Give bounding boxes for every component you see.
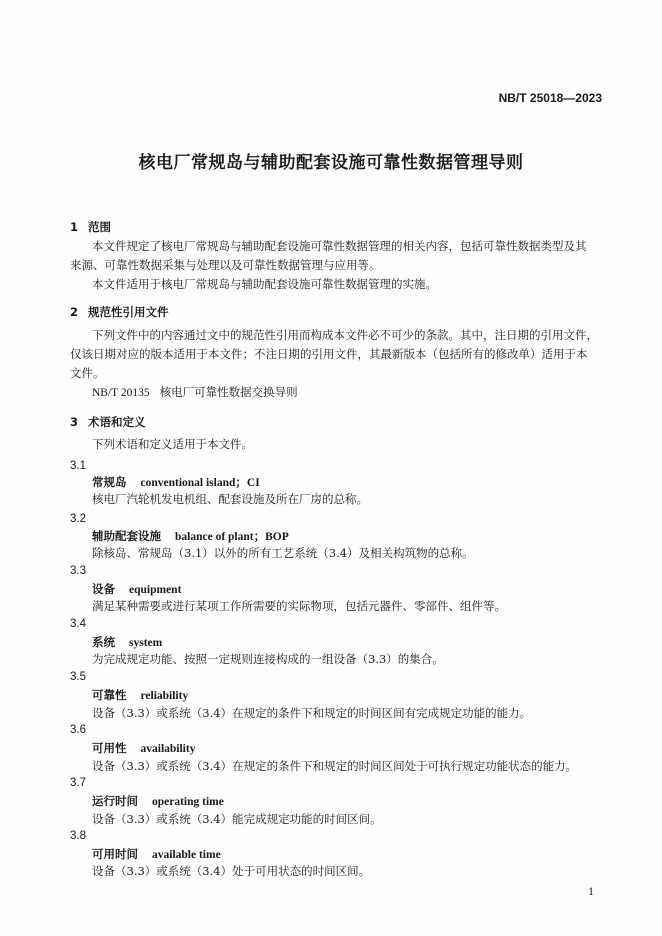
term-name-en: operating time — [152, 796, 224, 808]
reference-code: NB/T 20135 — [92, 387, 150, 399]
term-name-zh: 设备 — [92, 582, 115, 596]
section-heading-normative-references — [70, 304, 169, 320]
paragraph-line: 下列文件中的内容通过文中的规范性引用而构成本文件必不可少的条款。其中，注日期的引用文件， — [92, 328, 598, 342]
section-heading-scope — [70, 219, 111, 235]
term-number: 3.7 — [70, 777, 86, 789]
term-number: 3.2 — [70, 513, 86, 525]
term-definition: 设备（3.3）或系统（3.4）在规定的条件下和规定的时间区间有完成规定功能的能力。 — [92, 706, 532, 720]
term-name-en: conventional island；CI — [140, 477, 260, 489]
term-name-en: system — [129, 637, 163, 649]
term-name-zh: 系统 — [92, 635, 115, 649]
term-number: 3.4 — [70, 618, 86, 630]
term-number: 3.1 — [70, 460, 86, 472]
term-definition: 核电厂汽轮机发电机组、配套设施及所在厂房的总称。 — [92, 492, 368, 506]
term-name — [92, 687, 188, 703]
term-name-zh: 可用时间 — [92, 847, 138, 861]
section-number: 1 — [70, 220, 79, 234]
paragraph-line: 文件。 — [70, 366, 105, 380]
term-name-zh: 常规岛 — [92, 475, 127, 489]
term-name — [92, 581, 181, 597]
term-name-en: available time — [152, 849, 221, 861]
reference-entry — [92, 383, 298, 403]
term-definition: 设备（3.3）或系统（3.4）处于可用状态的时间区间。 — [92, 864, 371, 878]
term-name — [92, 793, 224, 809]
term-name — [92, 634, 162, 650]
term-name — [92, 740, 195, 756]
term-name-en: reliability — [140, 690, 189, 702]
term-number: 3.3 — [70, 565, 86, 577]
term-name — [92, 474, 260, 490]
term-number: 3.6 — [70, 724, 86, 736]
section-title: 范围 — [88, 220, 111, 234]
term-definition: 为完成规定功能、按照一定规则连接构成的一组设备（3.3）的集合。 — [92, 652, 444, 666]
reference-title: 核电厂可靠性数据交换导则 — [159, 385, 298, 399]
term-name-en: balance of plant；BOP — [175, 531, 289, 543]
term-name-en: availability — [140, 743, 196, 755]
term-name-zh: 可靠性 — [92, 688, 127, 702]
term-name-en: equipment — [129, 584, 182, 596]
standard-number: NB/T 25018—2023 — [498, 91, 602, 105]
term-definition: 除核岛、常规岛（3.1）以外的所有工艺系统（3.4）及相关构筑物的总称。 — [92, 546, 474, 560]
term-name-zh: 辅助配套设施 — [92, 529, 161, 543]
paragraph-line: 本文件规定了核电厂常规岛与辅助配套设施可靠性数据管理的相关内容，包括可靠性数据类型及其 — [92, 239, 587, 253]
term-name — [92, 528, 289, 544]
section-number: 2 — [70, 305, 79, 319]
page-number: 1 — [588, 884, 594, 898]
term-definition: 满足某种需要或进行某项工作所需要的实际物项，包括元器件、零部件、组件等。 — [92, 599, 506, 613]
term-name-zh: 运行时间 — [92, 794, 138, 808]
section-title: 术语和定义 — [88, 415, 146, 429]
term-definition: 设备（3.3）或系统（3.4）在规定的条件下和规定的时间区间处于可执行规定功能状态的能力。 — [92, 759, 578, 773]
term-definition: 设备（3.3）或系统（3.4）能完成规定功能的时间区间。 — [92, 812, 382, 826]
document-title: 核电厂常规岛与辅助配套设施可靠性数据管理导则 — [138, 153, 524, 173]
paragraph-line: 下列术语和定义适用于本文件。 — [92, 437, 253, 451]
term-number: 3.5 — [70, 671, 86, 683]
term-name — [92, 846, 221, 862]
section-number: 3 — [70, 415, 79, 429]
section-title: 规范性引用文件 — [88, 305, 169, 319]
section-heading-terms — [70, 414, 146, 430]
term-name-zh: 可用性 — [92, 741, 127, 755]
paragraph-line: 本文件适用于核电厂常规岛与辅助配套设施可靠性数据管理的实施。 — [92, 277, 437, 291]
paragraph-line: 来源、可靠性数据采集与处理以及可靠性数据管理与应用等。 — [70, 258, 381, 272]
paragraph-line: 仅该日期对应的版本适用于本文件；不注日期的引用文件，其最新版本（包括所有的修改单）适用于本 — [70, 347, 588, 361]
term-number: 3.8 — [70, 830, 86, 842]
